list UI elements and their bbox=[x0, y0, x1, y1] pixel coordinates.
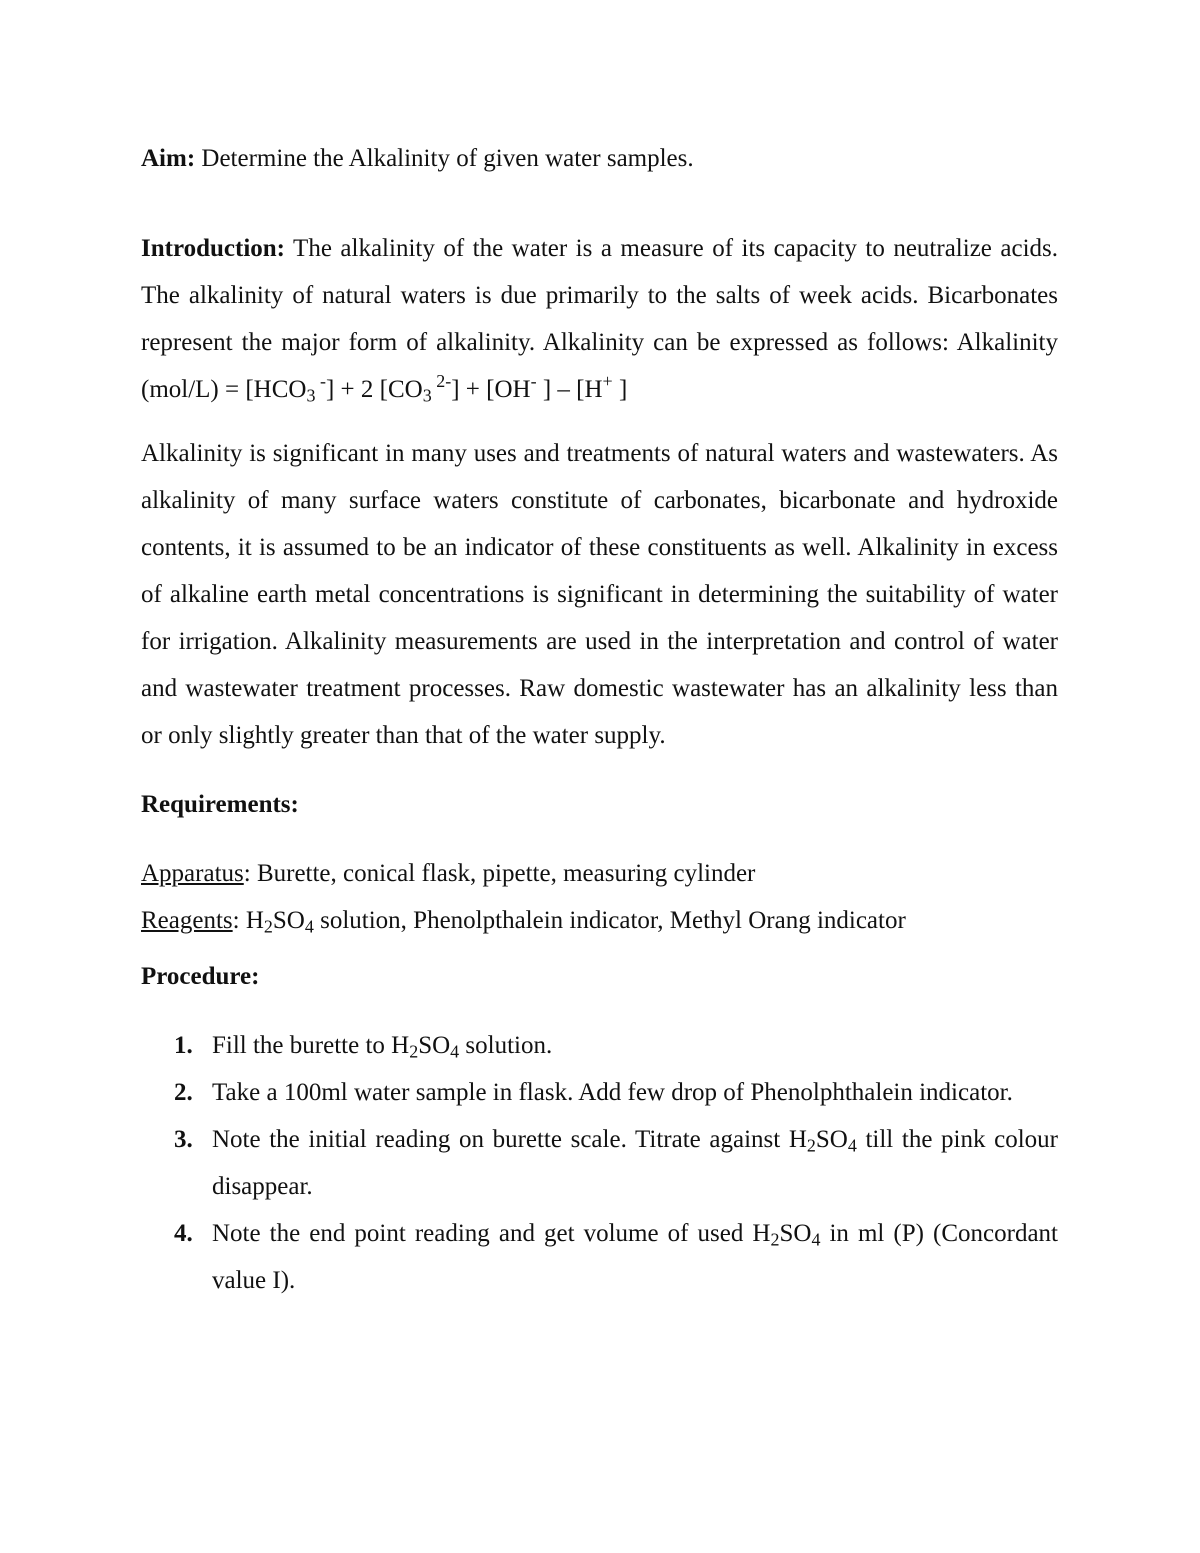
step-sub: 2 bbox=[409, 1041, 419, 1062]
procedure-heading-text: Procedure: bbox=[141, 963, 260, 990]
intro-sub-2: 3 bbox=[422, 385, 432, 406]
step-sub: 2 bbox=[806, 1135, 816, 1156]
step-text: Fill the burette to H bbox=[212, 1032, 410, 1059]
reagents-line bbox=[141, 897, 1058, 944]
apparatus-text: : Burette, conical flask, pipette, measuring cylinder bbox=[243, 860, 756, 887]
document-page bbox=[141, 140, 1058, 1304]
step-number: 4. bbox=[174, 1220, 193, 1247]
intro-text-5: ] bbox=[612, 376, 628, 403]
intro-text-1: The alkalinity of the water is a measure of its capacity to neutralize acids. The alkalinity of natural waters is due primarily to the salts of week acids. Bicarbonates represent the major form of alkalinity. Alkalinity can be expressed as follows: Alkalinity (mol/L) = [HCO bbox=[141, 235, 1058, 403]
alkalinity-significance-paragraph: Alkalinity is significant in many uses and treatments of natural waters and wastewaters. As alkalinity of many surface waters constitute of carbonates, bicarbonate and hydroxide contents, it is assumed to be an indicator of these constituents as well. Alkalinity in excess of alkaline earth metal concentrations is significant in determining the suitability of water for irrigation. Alkalinity measurements are used in the interpretation and control of water and wastewater treatment processes. Raw domestic wastewater has an alkalinity less than or only slightly greater than that of the water supply. bbox=[141, 440, 1058, 749]
requirements-heading-text: Requirements: bbox=[141, 791, 299, 818]
step-text: SO bbox=[779, 1220, 812, 1247]
procedure-step-4 bbox=[141, 1210, 1058, 1304]
requirements-heading bbox=[141, 786, 1058, 824]
reagents-text-c: solution, Phenolpthalein indicator, Methyl Orang indicator bbox=[313, 907, 906, 934]
reagents-sub-b: 4 bbox=[304, 916, 314, 937]
procedure-step-3 bbox=[141, 1116, 1058, 1210]
step-text: SO bbox=[815, 1126, 848, 1153]
step-text: till the pink colour disappear. bbox=[212, 1126, 1058, 1200]
step-text: in ml (P) (Concordant value I). bbox=[212, 1220, 1059, 1294]
step-number: 3. bbox=[174, 1126, 193, 1153]
intro-text-4: ] – [H bbox=[536, 376, 603, 403]
procedure-step-1 bbox=[141, 1022, 1058, 1069]
intro-sup-3: - bbox=[530, 371, 537, 392]
step-number: 2. bbox=[174, 1079, 193, 1106]
intro-sup-2: 2- bbox=[431, 371, 452, 392]
step-text: SO bbox=[418, 1032, 451, 1059]
step-text: Note the initial reading on burette scale. Titrate against H bbox=[212, 1126, 807, 1153]
intro-sup-4: + bbox=[602, 371, 613, 392]
step-sub: 4 bbox=[847, 1135, 857, 1156]
aim-label: Aim: bbox=[141, 145, 196, 172]
step-number: 1. bbox=[174, 1032, 193, 1059]
procedure-steps bbox=[141, 1022, 1058, 1304]
step-sub: 4 bbox=[450, 1041, 460, 1062]
aim-paragraph bbox=[141, 140, 1058, 178]
apparatus-label: Apparatus bbox=[141, 860, 244, 887]
procedure-step-2 bbox=[141, 1069, 1058, 1116]
step-text: Take a 100ml water sample in flask. Add few drop of Phenolphthalein indicator. bbox=[212, 1079, 1013, 1106]
intro-text-2: ] + 2 [CO bbox=[325, 376, 423, 403]
step-sub: 2 bbox=[770, 1229, 780, 1250]
introduction-paragraph bbox=[141, 225, 1058, 413]
aim-text: Determine the Alkalinity of given water samples. bbox=[195, 145, 694, 172]
step-text: Note the end point reading and get volume of used H bbox=[212, 1220, 771, 1247]
reagents-text-b: SO bbox=[272, 907, 305, 934]
step-sub: 4 bbox=[811, 1229, 821, 1250]
intro-text-3: ] + [OH bbox=[451, 376, 531, 403]
intro-sup-1: - bbox=[315, 371, 326, 392]
intro-sub-1: 3 bbox=[306, 385, 316, 406]
reagents-label: Reagents bbox=[141, 907, 233, 934]
introduction-label: Introduction: bbox=[141, 235, 286, 262]
apparatus-line bbox=[141, 850, 1058, 897]
reagents-sub-a: 2 bbox=[263, 916, 273, 937]
reagents-text-a: : H bbox=[232, 907, 264, 934]
procedure-heading bbox=[141, 958, 1058, 996]
step-text: solution. bbox=[459, 1032, 553, 1059]
